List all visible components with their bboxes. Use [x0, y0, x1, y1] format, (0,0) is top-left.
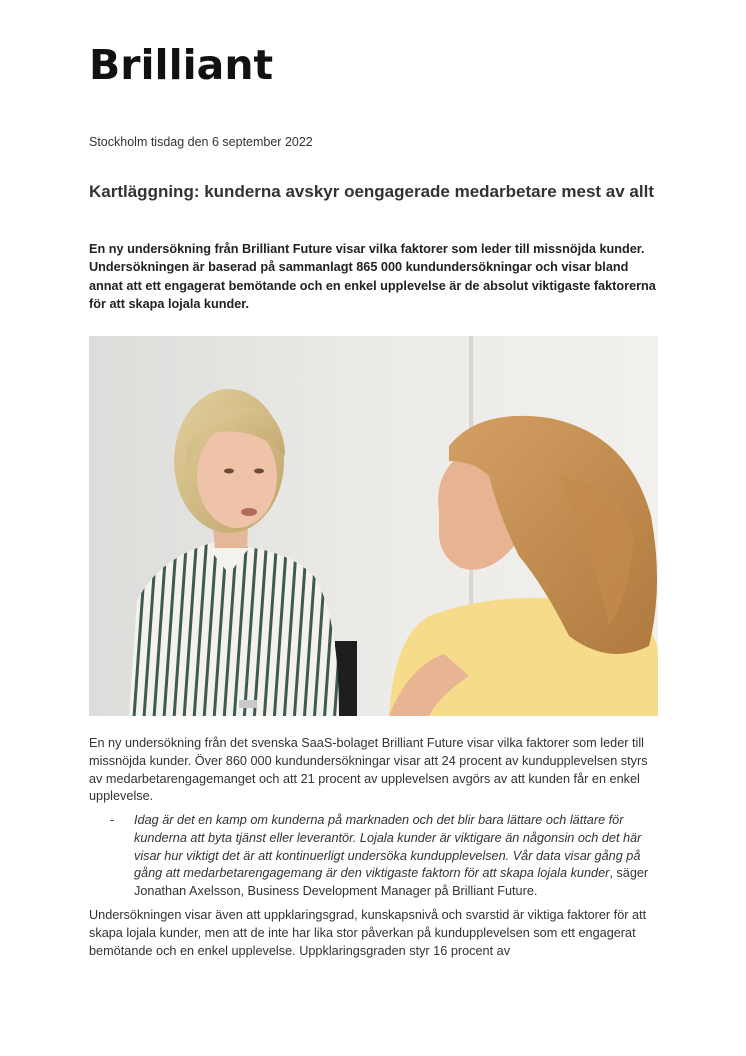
- photo-two-women-conversation-icon: [89, 336, 658, 716]
- lead-paragraph: En ny undersökning från Brilliant Future visar vilka faktorer som leder till missnöjda kunder. Undersökningen är baserad på sammanlagt 865 000 kundundersökningar och visar bland annat att ett engagerat bemötande och en enkel upplevelse är de absolut viktigaste faktorerna för att skapa lojala kunder.: [89, 242, 656, 311]
- dateline: Stockholm tisdag den 6 september 2022: [89, 135, 313, 149]
- headline: Kartläggning: kunderna avskyr oengagerade medarbetare mest av allt: [89, 182, 654, 201]
- quote-block: [89, 812, 661, 901]
- body-paragraph-2: Undersökningen visar även att uppklaringsgrad, kunskapsnivå och svarstid är viktiga faktorer för att skapa lojala kunder, men att de inte har lika stor påverkan på kundupplevelsen som ett engagerat bemötande och en enkel upplevelse. Uppklaringsgraden styr 16 procent av: [89, 908, 647, 958]
- quote-attribution: , säger Jonathan Axelsson, Business Development Manager på Brilliant Future.: [134, 866, 649, 899]
- brand-logo: Brilliant: [89, 41, 274, 89]
- body-paragraph-1: En ny undersökning från det svenska SaaS-bolaget Brilliant Future visar vilka faktorer som leder till missnöjda kunder. Över 860 000 kundundersökningar visar att 24 procent av kundupplevelsen styrs av medarbetarengagemanget och att 21 procent av upplevelsen avgörs av att kunden får en enkel upplevelse.: [89, 736, 648, 804]
- quote-bullet: -: [110, 813, 115, 827]
- quote-text: [134, 812, 661, 901]
- quote-italic: Idag är det en kamp om kunderna på marknaden och det blir bara lättare och lättare för kunderna att byta tjänst eller leverantör. Lojala kunder är viktigare än någonsin och det här visar hur viktigt det är att kontinuerligt undersöka kundupplevelsen. Vår data visar gång på gång att medarbetarengagemang är den viktigaste faktorn för att skapa lojala kunder: [134, 813, 642, 881]
- article-photo: [89, 336, 658, 716]
